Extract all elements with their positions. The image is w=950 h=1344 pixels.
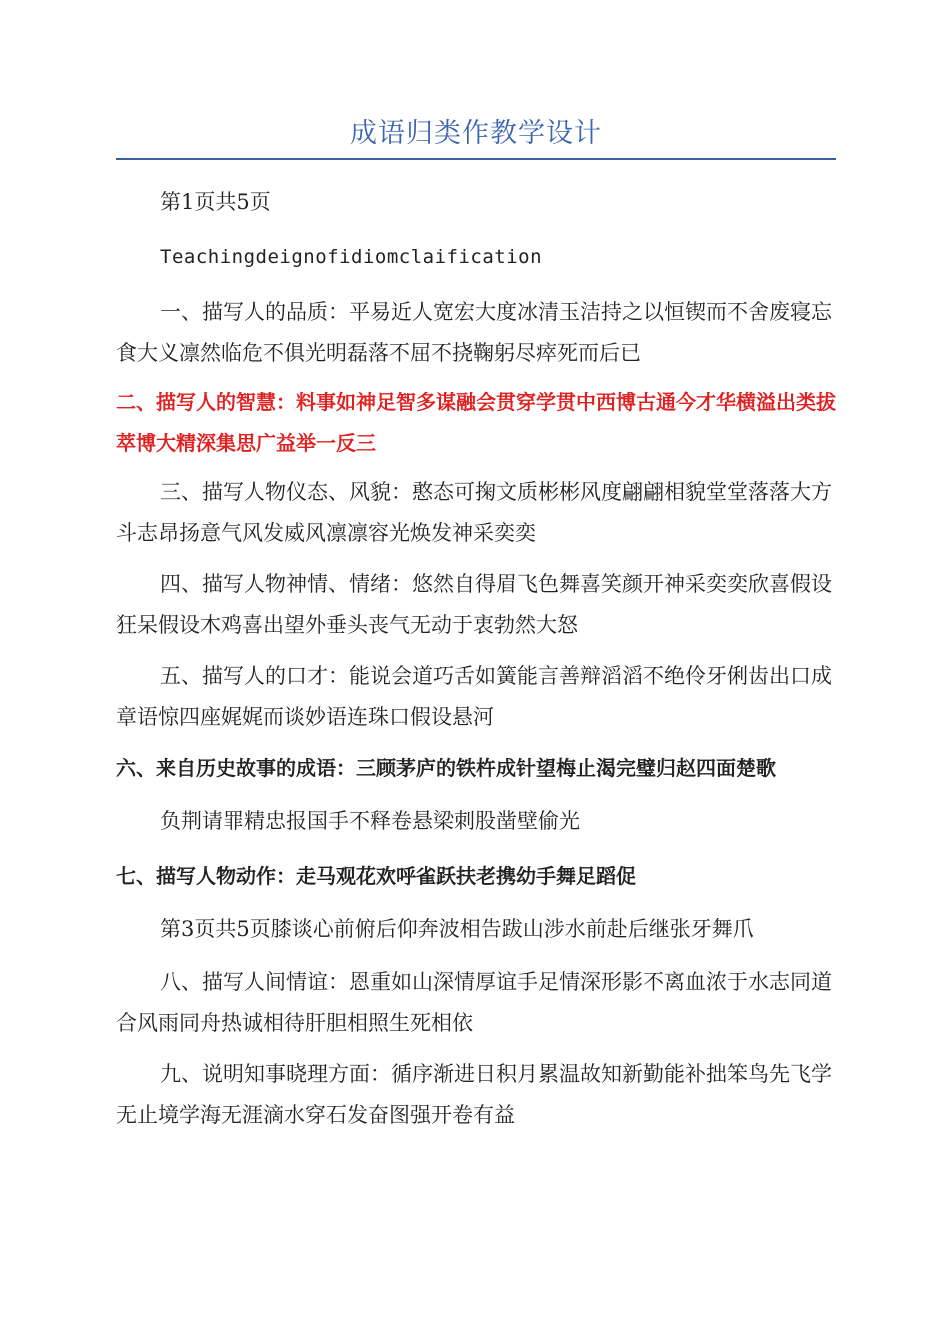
section-2: 二、描写人的智慧：料事如神足智多谋融会贯穿学贯中西博古通今才华横溢出类拔萃博大精深集思广益举一反三 (116, 390, 836, 455)
section-7: 七、描写人物动作：走马观花欢呼雀跃扶老携幼手舞足蹈促 (116, 864, 636, 888)
english-title: Teachingdeignofidiomclaification (160, 246, 543, 268)
document-page (116, 0, 836, 1136)
section-9: 九、说明知事晓理方面：循序渐进日积月累温故知新勤能补拙笨鸟先飞学无止境学海无涯滴水穿石发奋图强开卷有益 (116, 1062, 832, 1127)
section-5: 五、描写人的口才：能说会道巧舌如簧能言善辩滔滔不绝伶牙俐齿出口成章语惊四座娓娓而谈妙语连珠口假设悬河 (116, 664, 832, 729)
title-underline (116, 158, 836, 160)
section-6: 六、来自历史故事的成语：三顾茅庐的铁杵成针望梅止渴完璧归赵四面楚歌 (116, 756, 776, 780)
section-1: 一、描写人的品质：平易近人宽宏大度冰清玉洁持之以恒锲而不舍废寝忘食大义凛然临危不俱光明磊落不屈不挠鞠躬尽瘁死而后已 (116, 300, 832, 365)
page-number-note: 第1页共5页 (160, 190, 271, 214)
section-8: 八、描写人间情谊：恩重如山深情厚谊手足情深形影不离血浓于水志同道合风雨同舟热诚相待肝胆相照生死相依 (116, 970, 832, 1035)
section-4: 四、描写人物神情、情绪：悠然自得眉飞色舞喜笑颜开神采奕奕欣喜假设狂呆假设木鸡喜出望外垂头丧气无动于衷勃然大怒 (116, 572, 832, 637)
section-3: 三、描写人物仪态、风貌：憨态可掬文质彬彬风度翩翩相貌堂堂落落大方斗志昂扬意气风发威风凛凛容光焕发神采奕奕 (116, 480, 832, 545)
document-title: 成语归类作教学设计 (350, 118, 602, 149)
section-7-continued: 第3页共5页膝谈心前俯后仰奔波相告跋山涉水前赴后继张牙舞爪 (160, 917, 754, 941)
section-6-continued: 负荆请罪精忠报国手不释卷悬梁刺股凿壁偷光 (160, 809, 580, 833)
